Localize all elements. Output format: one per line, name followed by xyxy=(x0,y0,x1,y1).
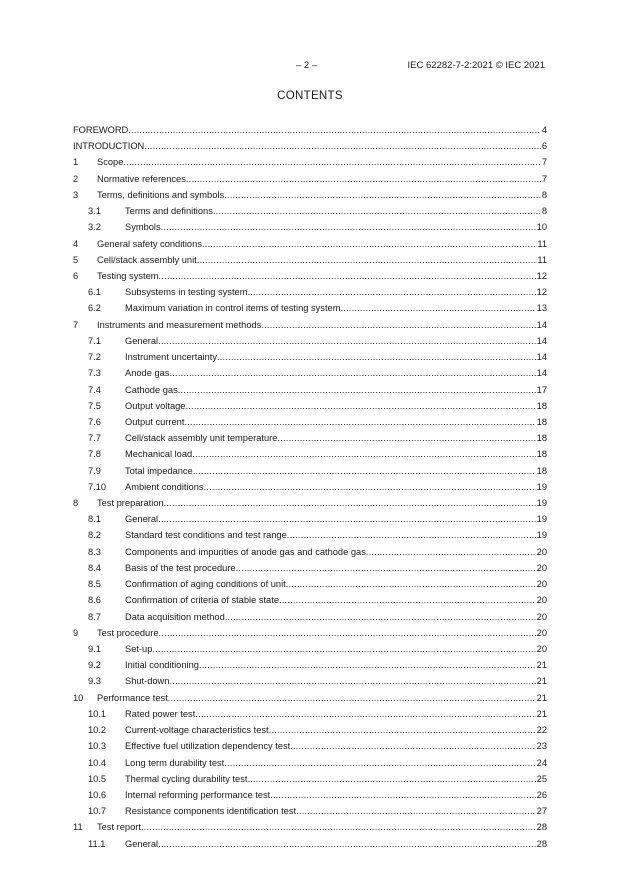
toc-entry[interactable] xyxy=(73,122,547,138)
toc-entry-title: Long term durability test xyxy=(125,757,225,768)
dot-leader xyxy=(186,171,541,187)
toc-entry-title: General xyxy=(125,838,159,849)
toc-entry-page: 24 xyxy=(536,757,547,768)
toc-entry-title: Maximum variation in control items of testing system xyxy=(125,303,341,314)
toc-entry-page: 20 xyxy=(536,611,547,622)
toc-entry[interactable] xyxy=(73,138,547,154)
toc-entry-number: 9 xyxy=(73,627,79,638)
toc-entry-title: Test report xyxy=(97,822,141,833)
toc-entry[interactable] xyxy=(73,722,547,738)
toc-entry-title: Current-voltage characteristics test xyxy=(125,725,269,736)
dot-leader xyxy=(164,495,536,511)
dot-leader xyxy=(270,787,535,803)
toc-entry-page: 14 xyxy=(536,319,547,330)
toc-entry[interactable] xyxy=(73,430,547,446)
toc-entry-number: 5 xyxy=(73,254,79,265)
dot-leader xyxy=(128,122,541,138)
toc-entry[interactable] xyxy=(73,187,547,203)
toc-entry-number: 3.2 xyxy=(88,222,101,233)
standard-reference: IEC 62282-7-2:2021 © IEC 2021 xyxy=(407,60,545,71)
toc-entry-number: 11.1 xyxy=(88,838,106,849)
toc-entry-page: 19 xyxy=(536,498,547,509)
toc-entry[interactable] xyxy=(73,219,547,235)
dot-leader xyxy=(236,560,536,576)
toc-entry-title: Scope xyxy=(97,157,124,168)
toc-entry-number: 7.3 xyxy=(88,368,101,379)
toc-entry-title: Normative references xyxy=(97,173,186,184)
toc-entry-page: 18 xyxy=(536,400,547,411)
toc-entry-page: 19 xyxy=(536,514,547,525)
toc-entry[interactable] xyxy=(73,414,547,430)
toc-entry-page: 18 xyxy=(536,465,547,476)
toc-entry-number: 8.3 xyxy=(88,546,101,557)
dot-leader xyxy=(144,138,541,154)
dot-leader xyxy=(204,479,536,495)
dot-leader xyxy=(261,317,535,333)
dot-leader xyxy=(158,511,536,527)
toc-entry-page: 21 xyxy=(536,708,547,719)
toc-entry-title: Shut-down xyxy=(125,676,170,687)
toc-entry-page: 23 xyxy=(536,741,547,752)
toc-entry[interactable] xyxy=(73,771,547,787)
toc-entry-number: 10.7 xyxy=(88,806,107,817)
toc-entry-title: Instrument uncertainty xyxy=(125,352,217,363)
toc-entry-number: 9.2 xyxy=(88,660,101,671)
toc-entry-page: 11 xyxy=(537,254,547,265)
dot-leader xyxy=(123,154,540,170)
toc-entry-page: 27 xyxy=(536,806,547,817)
toc-entry-page: 28 xyxy=(536,822,547,833)
toc-entry-page: 28 xyxy=(536,838,547,849)
page-header xyxy=(0,60,620,74)
toc-entry-title: Confirmation of aging conditions of unit xyxy=(125,579,286,590)
toc-entry-page: 21 xyxy=(536,660,547,671)
toc-entry-number: 7.1 xyxy=(88,335,101,346)
toc-entry[interactable] xyxy=(73,690,547,706)
toc-entry-title: Cell/stack assembly unit temperature xyxy=(125,433,278,444)
dot-leader xyxy=(213,203,541,219)
toc-entry-title: Symbols xyxy=(125,222,161,233)
table-of-contents xyxy=(73,122,547,852)
toc-entry-title: Confirmation of criteria of stable state xyxy=(125,595,279,606)
toc-entry-page: 19 xyxy=(536,530,547,541)
toc-entry-title: Standard test conditions and test range xyxy=(125,530,287,541)
toc-entry-title: Mechanical load xyxy=(125,449,193,460)
toc-entry-number: 8.5 xyxy=(88,579,101,590)
toc-entry[interactable] xyxy=(73,787,547,803)
toc-entry-page: 20 xyxy=(536,546,547,557)
dot-leader xyxy=(178,382,536,398)
dot-leader xyxy=(141,819,536,835)
toc-entry-number: 10.3 xyxy=(88,741,107,752)
toc-entry[interactable] xyxy=(73,446,547,462)
toc-entry[interactable] xyxy=(73,819,547,835)
toc-entry-page: 8 xyxy=(541,189,547,200)
toc-entry-page: 12 xyxy=(536,270,547,281)
toc-entry-title: Internal reforming performance test xyxy=(125,789,271,800)
dot-leader xyxy=(158,333,536,349)
toc-entry-number: 1 xyxy=(73,157,79,168)
toc-entry-number: 2 xyxy=(73,173,79,184)
toc-entry-title: Thermal cycling durability test xyxy=(125,773,248,784)
dot-leader xyxy=(340,300,535,316)
toc-entry-title: Terms and definitions xyxy=(125,206,213,217)
toc-entry-number: 10.5 xyxy=(88,773,107,784)
toc-entry[interactable] xyxy=(73,576,547,592)
toc-entry[interactable] xyxy=(73,171,547,187)
toc-entry[interactable] xyxy=(73,592,547,608)
toc-entry-page: 21 xyxy=(536,676,547,687)
dot-leader xyxy=(184,414,535,430)
toc-entry-number: 10.6 xyxy=(88,789,107,800)
toc-entry-page: 11 xyxy=(537,238,547,249)
toc-entry-page: 18 xyxy=(536,433,547,444)
toc-entry-title: Components and impurities of anode gas and cathode gas xyxy=(125,546,366,557)
toc-entry-title: Anode gas xyxy=(125,368,170,379)
dot-leader xyxy=(247,771,535,787)
toc-entry-title: Subsystems in testing system xyxy=(125,287,248,298)
toc-entry[interactable] xyxy=(73,333,547,349)
dot-leader xyxy=(290,738,535,754)
toc-entry-page: 21 xyxy=(536,692,547,703)
toc-entry[interactable] xyxy=(73,154,547,170)
dot-leader xyxy=(269,722,536,738)
dot-leader xyxy=(199,657,536,673)
dot-leader xyxy=(195,706,535,722)
toc-entry-page: 20 xyxy=(536,562,547,573)
dot-leader xyxy=(192,446,535,462)
dot-leader xyxy=(296,803,536,819)
toc-entry-number: 10.2 xyxy=(88,725,107,736)
toc-entry[interactable] xyxy=(73,349,547,365)
dot-leader xyxy=(161,219,536,235)
toc-entry-page: 4 xyxy=(541,125,547,135)
toc-entry-number: 8.4 xyxy=(88,562,101,573)
dot-leader xyxy=(197,252,537,268)
toc-entry-number: 7.10 xyxy=(88,481,107,492)
toc-entry-page: 18 xyxy=(536,416,547,427)
toc-entry[interactable] xyxy=(73,641,547,657)
toc-entry-title: General xyxy=(125,335,159,346)
toc-entry[interactable] xyxy=(73,755,547,771)
toc-entry[interactable] xyxy=(73,463,547,479)
toc-entry-title: Resistance components identification test xyxy=(125,806,297,817)
toc-entry-title: General xyxy=(125,514,159,525)
dot-leader xyxy=(224,755,535,771)
toc-entry-title: Instruments and measurement methods xyxy=(97,319,262,330)
dot-leader xyxy=(152,641,535,657)
dot-leader xyxy=(158,268,535,284)
toc-entry-page: 22 xyxy=(536,725,547,736)
toc-entry-title: Data acquisition method xyxy=(125,611,225,622)
toc-entry-page: 7 xyxy=(541,157,547,168)
toc-entry[interactable] xyxy=(73,365,547,381)
toc-entry[interactable] xyxy=(73,673,547,689)
toc-entry-number: 11 xyxy=(73,822,83,833)
toc-entry-title: INTRODUCTION xyxy=(73,141,145,152)
toc-entry[interactable] xyxy=(73,544,547,560)
toc-entry-number: 6.1 xyxy=(88,287,101,298)
toc-entry-title: FOREWORD xyxy=(73,125,129,135)
toc-entry[interactable] xyxy=(73,300,547,316)
toc-entry-number: 10.4 xyxy=(88,757,107,768)
toc-entry-number: 7.7 xyxy=(88,433,101,444)
toc-entry[interactable] xyxy=(73,268,547,284)
toc-entry-title: Total impedance xyxy=(125,465,193,476)
toc-entry-page: 14 xyxy=(536,335,547,346)
toc-entry-number: 9.1 xyxy=(88,644,101,654)
toc-entry-number: 3 xyxy=(73,189,79,200)
toc-entry[interactable] xyxy=(73,398,547,414)
toc-entry-title: Set-up xyxy=(125,644,153,654)
toc-entry[interactable] xyxy=(73,511,547,527)
toc-entry-page: 7 xyxy=(541,173,547,184)
toc-entry-number: 9.3 xyxy=(88,676,101,687)
dot-leader xyxy=(185,398,535,414)
toc-entry-number: 7.9 xyxy=(88,465,101,476)
toc-entry-title: General safety conditions xyxy=(97,238,202,249)
toc-entry[interactable] xyxy=(73,706,547,722)
toc-entry-title: Test preparation xyxy=(97,498,164,509)
dot-leader xyxy=(202,236,536,252)
dot-leader xyxy=(217,349,536,365)
dot-leader xyxy=(366,544,536,560)
dot-leader xyxy=(169,365,535,381)
toc-entry-page: 18 xyxy=(536,449,547,460)
dot-leader xyxy=(169,673,535,689)
page-number: – 2 – xyxy=(296,60,318,71)
toc-entry[interactable] xyxy=(73,609,547,625)
toc-entry-title: Ambient conditions xyxy=(125,481,204,492)
toc-entry[interactable] xyxy=(73,560,547,576)
toc-entry-page: 17 xyxy=(536,384,547,395)
toc-entry-title: Cell/stack assembly unit xyxy=(97,254,197,265)
toc-entry-page: 25 xyxy=(536,773,547,784)
toc-entry[interactable] xyxy=(73,382,547,398)
toc-entry-number: 7.2 xyxy=(88,352,101,363)
toc-entry-page: 6 xyxy=(541,141,547,152)
toc-entry-title: Rated power test xyxy=(125,708,196,719)
dot-leader xyxy=(225,609,536,625)
toc-entry-number: 8.2 xyxy=(88,530,101,541)
toc-entry-title: Cathode gas xyxy=(125,384,178,395)
toc-entry-title: Basis of the test procedure xyxy=(125,562,236,573)
dot-leader xyxy=(224,187,541,203)
toc-entry-page: 12 xyxy=(536,287,547,298)
toc-entry[interactable] xyxy=(73,203,547,219)
toc-entry-title: Testing system xyxy=(97,270,159,281)
toc-entry-number: 6.2 xyxy=(88,303,101,314)
toc-entry[interactable] xyxy=(73,495,547,511)
toc-entry-number: 7.6 xyxy=(88,416,101,427)
toc-entry-page: 26 xyxy=(536,789,547,800)
contents-heading: CONTENTS xyxy=(277,90,343,102)
toc-entry-number: 7.8 xyxy=(88,449,101,460)
toc-entry[interactable] xyxy=(73,657,547,673)
toc-entry[interactable] xyxy=(73,836,547,852)
toc-entry-page: 20 xyxy=(536,627,547,638)
toc-entry-title: Performance test xyxy=(97,692,168,703)
toc-entry-title: Terms, definitions and symbols xyxy=(97,189,225,200)
dot-leader xyxy=(287,527,536,543)
toc-entry-page: 13 xyxy=(536,303,547,314)
dot-leader xyxy=(168,690,536,706)
toc-entry-page: 14 xyxy=(536,352,547,363)
toc-entry-title: Output voltage xyxy=(125,400,186,411)
toc-entry-page: 14 xyxy=(536,368,547,379)
toc-entry-number: 8.7 xyxy=(88,611,101,622)
toc-entry[interactable] xyxy=(73,284,547,300)
toc-entry-number: 8.6 xyxy=(88,595,101,606)
toc-entry[interactable] xyxy=(73,738,547,754)
toc-entry-page: 20 xyxy=(536,595,547,606)
toc-entry-page: 20 xyxy=(536,579,547,590)
dot-leader xyxy=(247,284,535,300)
toc-entry-number: 6 xyxy=(73,270,79,281)
toc-entry-page: 10 xyxy=(536,222,547,233)
toc-entry-number: 8 xyxy=(73,498,79,509)
dot-leader xyxy=(279,592,536,608)
toc-entry[interactable] xyxy=(73,317,547,333)
toc-entry-number: 10 xyxy=(73,692,84,703)
toc-entry-number: 8.1 xyxy=(88,514,101,525)
toc-entry[interactable] xyxy=(73,236,547,252)
toc-entry[interactable] xyxy=(73,625,547,641)
toc-entry-page: 8 xyxy=(541,206,547,217)
toc-entry-number: 7.5 xyxy=(88,400,101,411)
toc-entry-number: 7 xyxy=(73,319,79,330)
toc-entry-page: 20 xyxy=(536,644,547,654)
toc-entry[interactable] xyxy=(73,252,547,268)
toc-entry-title: Effective fuel utilization dependency test xyxy=(125,741,291,752)
toc-entry[interactable] xyxy=(73,479,547,495)
toc-entry-number: 4 xyxy=(73,238,79,249)
toc-entry-title: Output current xyxy=(125,416,185,427)
dot-leader xyxy=(159,625,536,641)
toc-entry-number: 3.1 xyxy=(88,206,101,217)
toc-entry[interactable] xyxy=(73,803,547,819)
toc-entry-page: 19 xyxy=(536,481,547,492)
toc-entry-number: 7.4 xyxy=(88,384,101,395)
toc-entry-title: Test procedure xyxy=(97,627,159,638)
dot-leader xyxy=(193,463,536,479)
toc-entry-title: Initial conditioning xyxy=(125,660,199,671)
toc-entry-number: 10.1 xyxy=(88,708,107,719)
toc-entry[interactable] xyxy=(73,527,547,543)
dot-leader xyxy=(277,430,535,446)
dot-leader xyxy=(158,836,536,852)
dot-leader xyxy=(286,576,536,592)
